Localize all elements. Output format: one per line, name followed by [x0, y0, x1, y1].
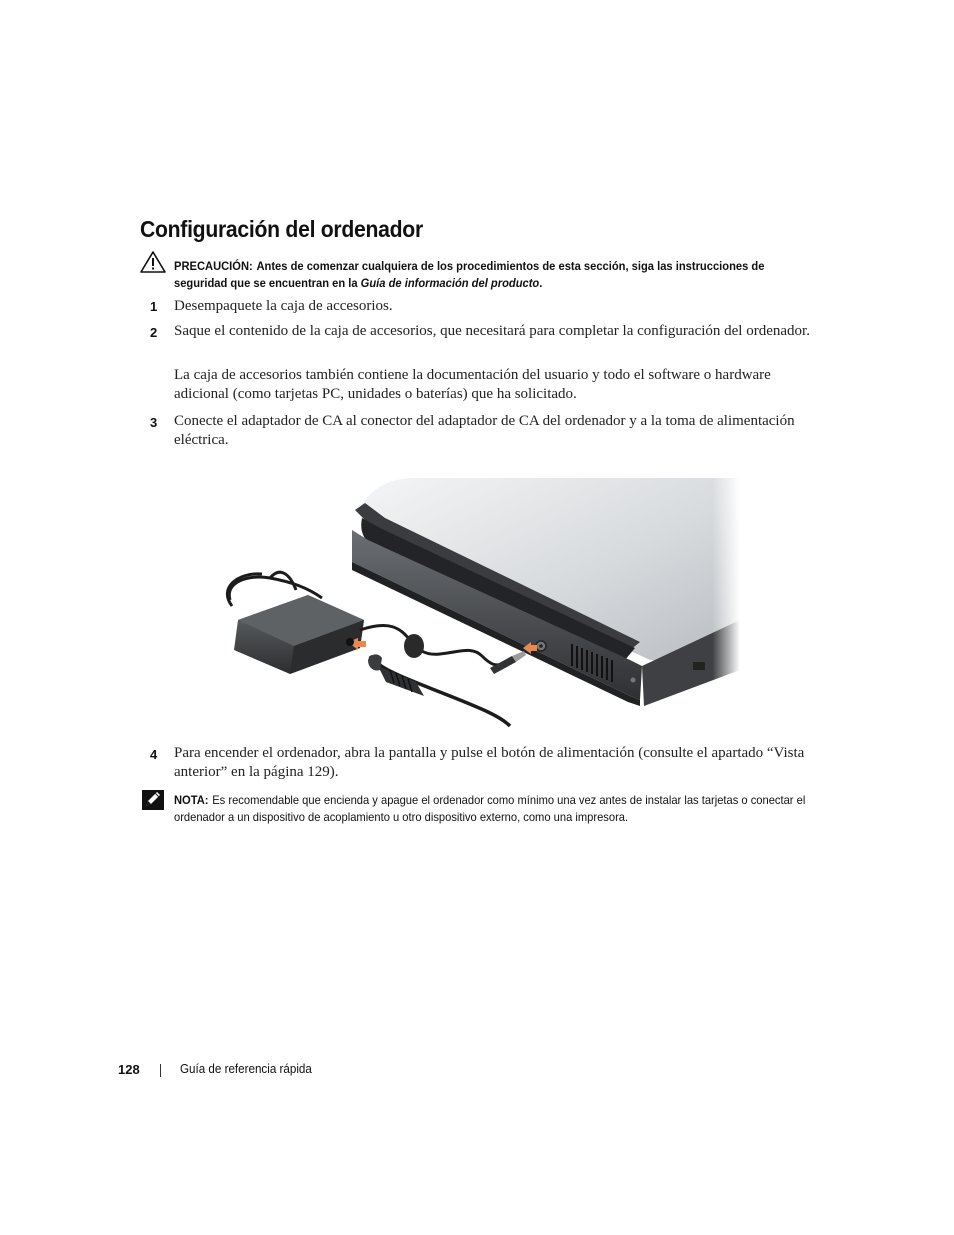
caution-label: PRECAUCIÓN: [174, 259, 253, 273]
step-text: Conecte el adaptador de CA al conector del adaptador de CA del ordenador y a la toma de alimentación eléctrica. [174, 413, 795, 448]
page-title: Configuración del ordenador [140, 216, 423, 242]
caution-title-reference: Guía de información del producto [360, 276, 540, 290]
step-number: 3 [150, 415, 158, 430]
step-number: 4 [150, 747, 158, 762]
note-text: Es recomendable que encienda y apague el ordenador como mínimo una vez antes de instalar las tarjetas o conectar el ordenador a un dispositivo de acoplamiento u otro dispositivo externo, como una impresora. [174, 793, 806, 824]
caution-triangle-icon [139, 250, 167, 274]
laptop-ac-adapter-illustration [210, 470, 740, 732]
footer-section-title: Guía de referencia rápida [180, 1062, 312, 1076]
footer-divider [160, 1064, 161, 1077]
step-text: Saque el contenido de la caja de accesorios, que necesitará para completar la configuración del ordenador. [174, 323, 810, 339]
caution-notice [174, 258, 816, 292]
note-notice [174, 792, 816, 826]
caution-text-end: . [539, 276, 543, 290]
caution-text: Antes de comenzar cualquiera de los procedimientos de esta sección, siga las instrucciones de seguridad que se encuentran en la [174, 259, 765, 290]
step-paragraph: La caja de accesorios también contiene la documentación del usuario y todo el software o hardware adicional (como tarjetas PC, unidades o baterías) que ha solicitado. [174, 367, 771, 402]
step-number: 1 [150, 299, 158, 314]
note-pencil-icon [141, 789, 165, 811]
step-text: Para encender el ordenador, abra la pantalla y pulse el botón de alimentación (consulte el apartado “Vista anterior” en la página 129). [174, 745, 805, 780]
step-number: 2 [150, 325, 158, 340]
note-label: NOTA: [174, 793, 209, 807]
step-text: Desempaquete la caja de accesorios. [174, 298, 393, 314]
page-number: 128 [118, 1062, 140, 1077]
